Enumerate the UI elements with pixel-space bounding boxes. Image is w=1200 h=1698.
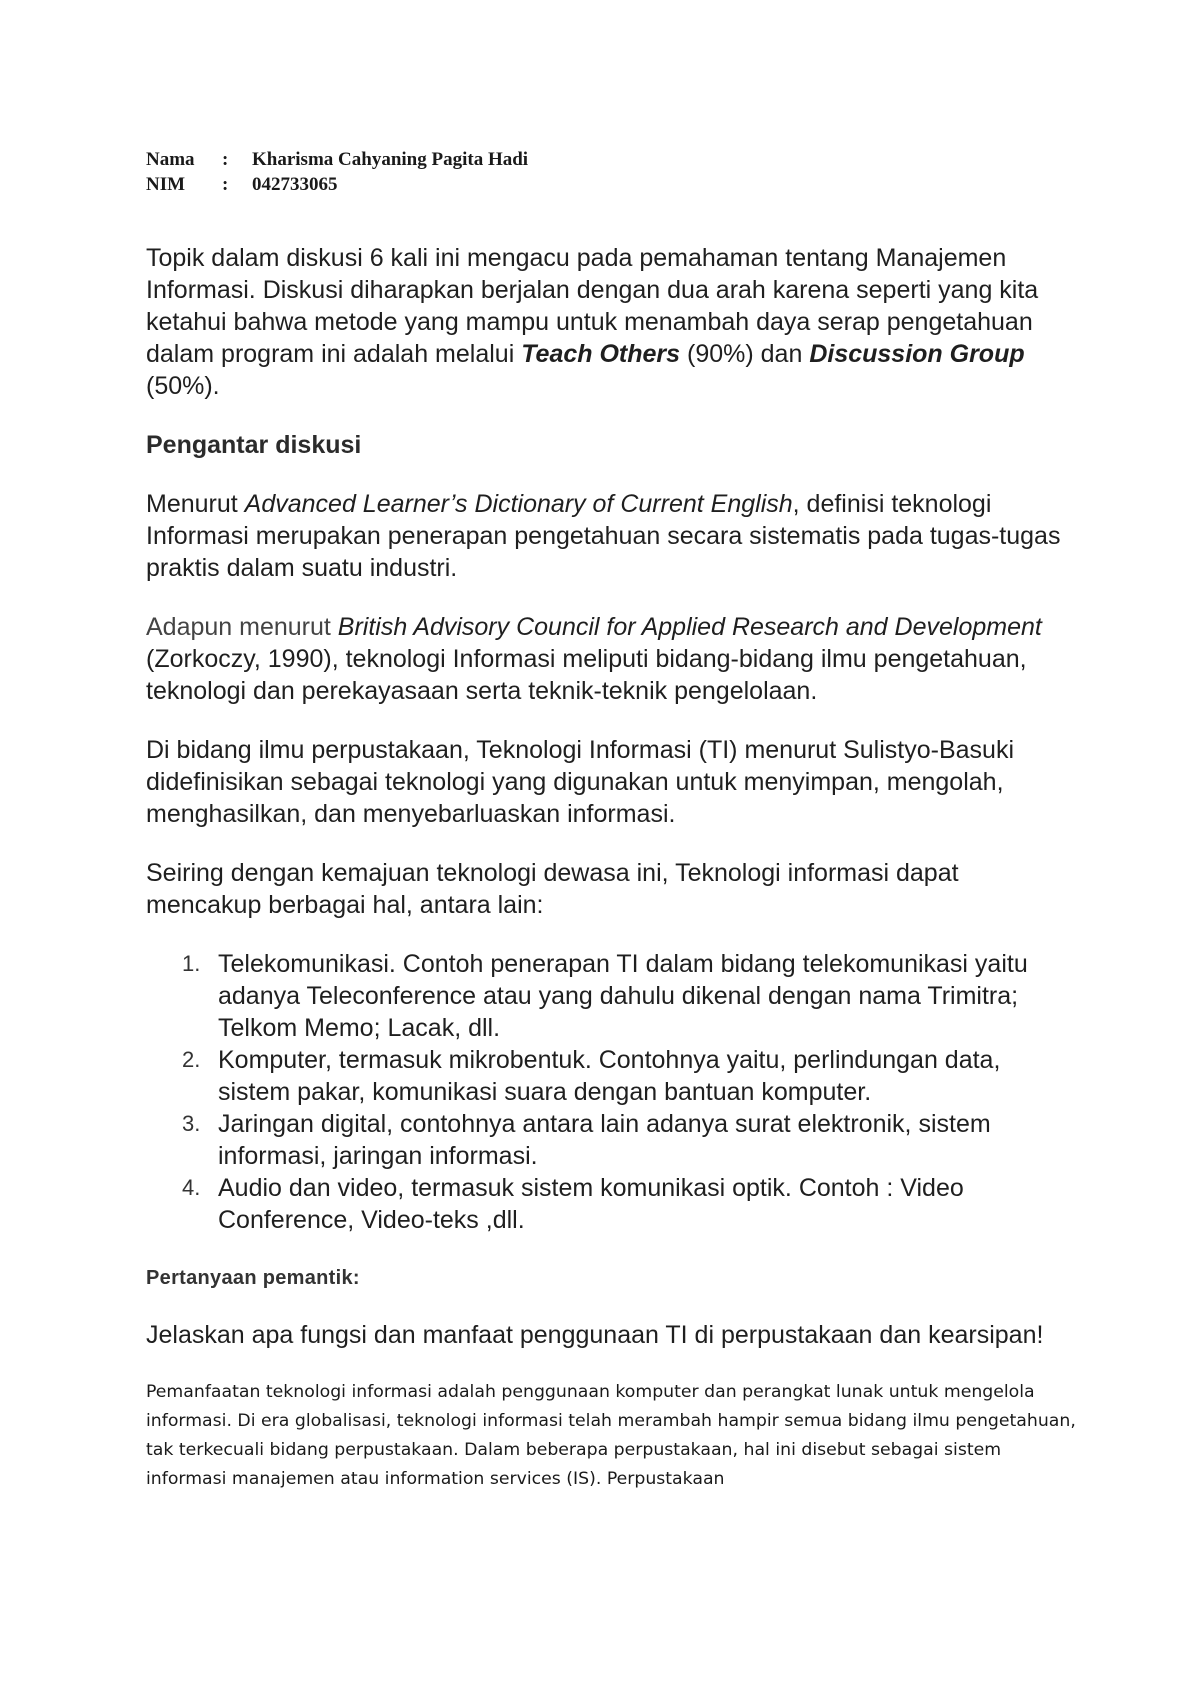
british-lead: Adapun menurut: [146, 613, 338, 641]
list-item-number: 4.: [182, 1175, 201, 1200]
name-row: [146, 147, 528, 172]
dictionary-source: Advanced Learner’s Dictionary of Current English: [244, 490, 793, 518]
list-item-text: Telekomunikasi. Contoh penerapan TI dalam bidang telekomunikasi yaitu adanya Teleconference atau yang dahulu dikenal dengan nama Trimitra; Telkom Memo; Lacak, dll.: [218, 950, 1028, 1042]
teach-others-term: Teach Others: [521, 340, 681, 368]
nim-row: [146, 172, 528, 197]
list-item-text: Audio dan video, termasuk sistem komunikasi optik. Contoh : Video Conference, Video-teks ,dll.: [218, 1174, 964, 1234]
nim-separator: :: [222, 174, 229, 195]
scope-paragraph: Seiring dengan kemajuan teknologi dewasa ini, Teknologi informasi dapat mencakup berbagai hal, antara lain:: [146, 859, 959, 919]
list-item-text: Komputer, termasuk mikrobentuk. Contohnya yaitu, perlindungan data, sistem pakar, komunikasi suara dengan bantuan komputer.: [218, 1046, 1001, 1106]
intro-text-c: (50%).: [146, 372, 220, 400]
document-body: [146, 242, 1076, 1494]
list-item: [146, 1044, 1076, 1108]
dictionary-paragraph: [146, 488, 1076, 584]
list-item: [146, 1172, 1076, 1236]
discussion-group-term: Discussion Group: [809, 340, 1025, 368]
section-heading: Pengantar diskusi: [146, 431, 362, 459]
list-item-number: 3.: [182, 1111, 201, 1136]
dictionary-text-a: Menurut: [146, 490, 245, 518]
question-text: Jelaskan apa fungsi dan manfaat penggunaan TI di perpustakaan dan kearsipan!: [146, 1321, 1044, 1349]
name-value: Kharisma Cahyaning Pagita Hadi: [252, 149, 529, 170]
intro-text-a: Topik dalam diskusi 6 kali ini mengacu pada pemahaman tentang Manajemen Informasi. Diskusi diharapkan berjalan dengan dua arah karena seperti yang kita ketahui bahwa metode yang mampu untuk menambah daya serap pengetahuan dalam program ini adalah melalui: [146, 244, 1039, 368]
british-council-paragraph: [146, 611, 1076, 707]
list-item: [146, 948, 1076, 1044]
list-item: [146, 1108, 1076, 1172]
list-item-number: 1.: [182, 951, 201, 976]
student-info: [146, 147, 528, 197]
nim-label: NIM: [146, 174, 186, 195]
question-label: Pertanyaan pemantik:: [146, 1267, 360, 1289]
nim-value: 042733065: [252, 174, 338, 195]
intro-text-b: (90%) dan: [680, 340, 810, 368]
scope-list: [146, 948, 1076, 1236]
intro-paragraph: [146, 242, 1076, 402]
name-separator: :: [222, 149, 229, 170]
name-label: Nama: [146, 149, 195, 170]
list-item-number: 2.: [182, 1047, 201, 1072]
library-paragraph: Di bidang ilmu perpustakaan, Teknologi Informasi (TI) menurut Sulistyo-Basuki didefinisikan sebagai teknologi yang digunakan untuk menyimpan, mengolah, menghasilkan, dan menyebarluaskan informasi.: [146, 736, 1014, 828]
list-item-text: Jaringan digital, contohnya antara lain adanya surat elektronik, sistem informasi, jaringan informasi.: [218, 1110, 991, 1170]
british-text-b: (Zorkoczy, 1990), teknologi Informasi meliputi bidang-bidang ilmu pengetahuan, teknologi dan perekayasaan serta teknik-teknik pengelolaan.: [146, 645, 1027, 705]
british-council-source: British Advisory Council for Applied Research and Development: [337, 613, 1042, 641]
dictionary-text-b: , definisi teknologi Informasi merupakan penerapan pengetahuan secara sistematis pada tugas-tugas praktis dalam suatu industri.: [146, 490, 1061, 582]
answer-paragraph: Pemanfaatan teknologi informasi adalah penggunaan komputer dan perangkat lunak untuk mengelola informasi. Di era globalisasi, teknologi informasi telah merambah hampir semua bidang ilmu pengetahuan, tak terkecuali bidang perpustakaan. Dalam beberapa perpustakaan, hal ini disebut sebagai sistem informasi manajemen atau information services (IS). Perpustakaan: [146, 1382, 1076, 1489]
